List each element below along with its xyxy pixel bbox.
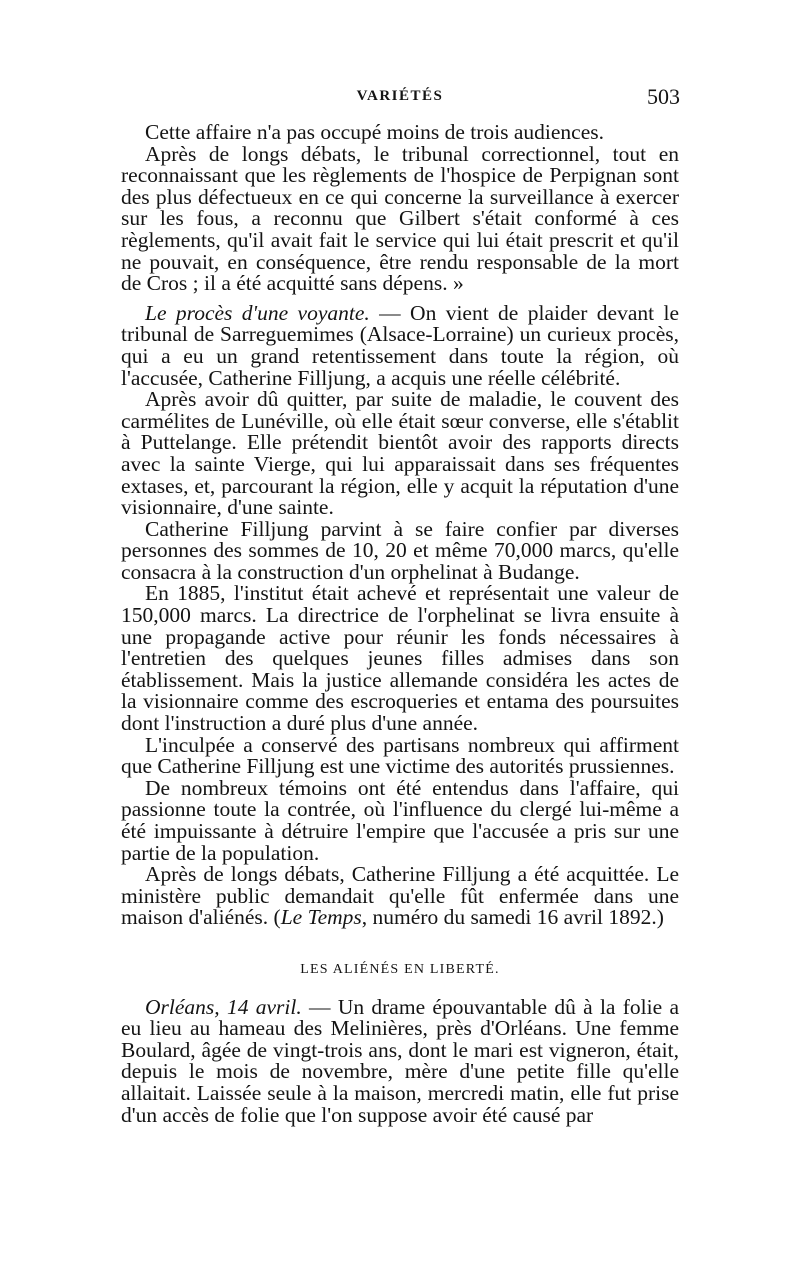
section-heading: LES ALIÉNÉS EN LIBERTÉ. [300, 961, 500, 977]
paragraph-voyante-intro [121, 300, 680, 390]
paragraph-verdict-gilbert: Après de longs débats, le tribunal correctionnel, tout en reconnaissant que les règlements de l'hospice de Perpignan sont des plus défectueux en ce qui concerne la surveillance à exercer sur les fous, a reconnu que Gilbert s'était conformé à ces règlements, qu'il avait fait le service qui lui était prescrit et qu'il ne pouvait, en conséquence, être rendu responsable de la mort de Cros ; il a été acquitté sans dépens. » [121, 141, 679, 296]
paragraph-partisans: L'inculpée a conservé des partisans nombreux qui affirment que Catherine Filljung est une victime des autorités prussiennes. [121, 732, 679, 779]
body-text [121, 122, 679, 1126]
paragraph-orleans [121, 994, 679, 1127]
paragraph-lunneville: Après avoir dû quitter, par suite de maladie, le couvent des carmélites de Lunéville, où elle était sœur converse, elle s'établit à Puttelange. Elle prétendit bientôt avoir des rapports directs avec la sainte Vierge, qui lui apparaissait dans ses fréquentes extases, et, parcourant la région, elle y acquit la réputation d'une visionnaire, d'une sainte. [121, 387, 679, 520]
paragraph-sommes: Catherine Filljung parvint à se faire confier par diverses personnes des sommes de 10, 20 et même 70,000 marcs, qu'elle consacra à la construction d'un orphelinat à Budange. [121, 516, 679, 584]
paragraph-institut: En 1885, l'institut était achevé et représentait une valeur de 150,000 marcs. La directrice de l'orphelinat se livra ensuite à une propagande active pour réunir les fonds nécessaires à l'entretien des quelques jeunes filles admises dans son établissement. Mais la justice allemande considéra les actes de la visionnaire comme des escroqueries et entama des poursuites dont l'instruction a duré plus d'une année. [121, 581, 679, 736]
source-title: Le Temps [280, 905, 362, 930]
page-number: 503 [647, 84, 680, 109]
paragraph-temoins: De nombreux témoins ont été entendus dans l'affaire, qui passionne toute la contrée, où l'influence du clergé lui-même a été impuissante à détruire l'empire que l'accusée a pris sur une partie de la population. [121, 775, 679, 865]
paragraph-voyante-intro-text: — On vient de plaider devant le tribunal de Sarreguemimes (Alsace-Lorraine) un curieux procès, qui a eu un grand retentissement dans toute la région, où l'accusée, Catherine Filljung, a acquis une réelle célébrité. [121, 300, 680, 390]
paragraph-acquittal-start: Après de longs débats, Catherine Filljung a été acquittée. Le ministère public demandait qu'elle fût enfermée dans une maison d'aliénés. ( [121, 862, 679, 930]
paragraph-acquittal [121, 864, 679, 929]
article-title: Le procès d'une voyante. [145, 300, 370, 325]
dateline: Orléans, 14 avril. [145, 994, 302, 1019]
paragraph-audiences: Cette affaire n'a pas occupé moins de trois audiences. [145, 120, 604, 144]
running-title: VARIÉTÉS [356, 88, 444, 104]
paragraph-acquittal-end: , numéro du samedi 16 avril 1892.) [361, 905, 664, 930]
page-header [120, 84, 680, 118]
paragraph-orleans-text: — Un drame épouvantable dû à la folie a eu lieu au hameau des Melinières, près d'Orléans. Une femme Boulard, âgée de vingt-trois ans, dont le mari est vigneron, était, depuis le mois de novembre, mère d'une petite fille qu'elle allaitait. Laissée seule à la maison, mercredi matin, elle fut prise d'un accès de folie que l'on suppose avoir été causé par [121, 994, 679, 1127]
